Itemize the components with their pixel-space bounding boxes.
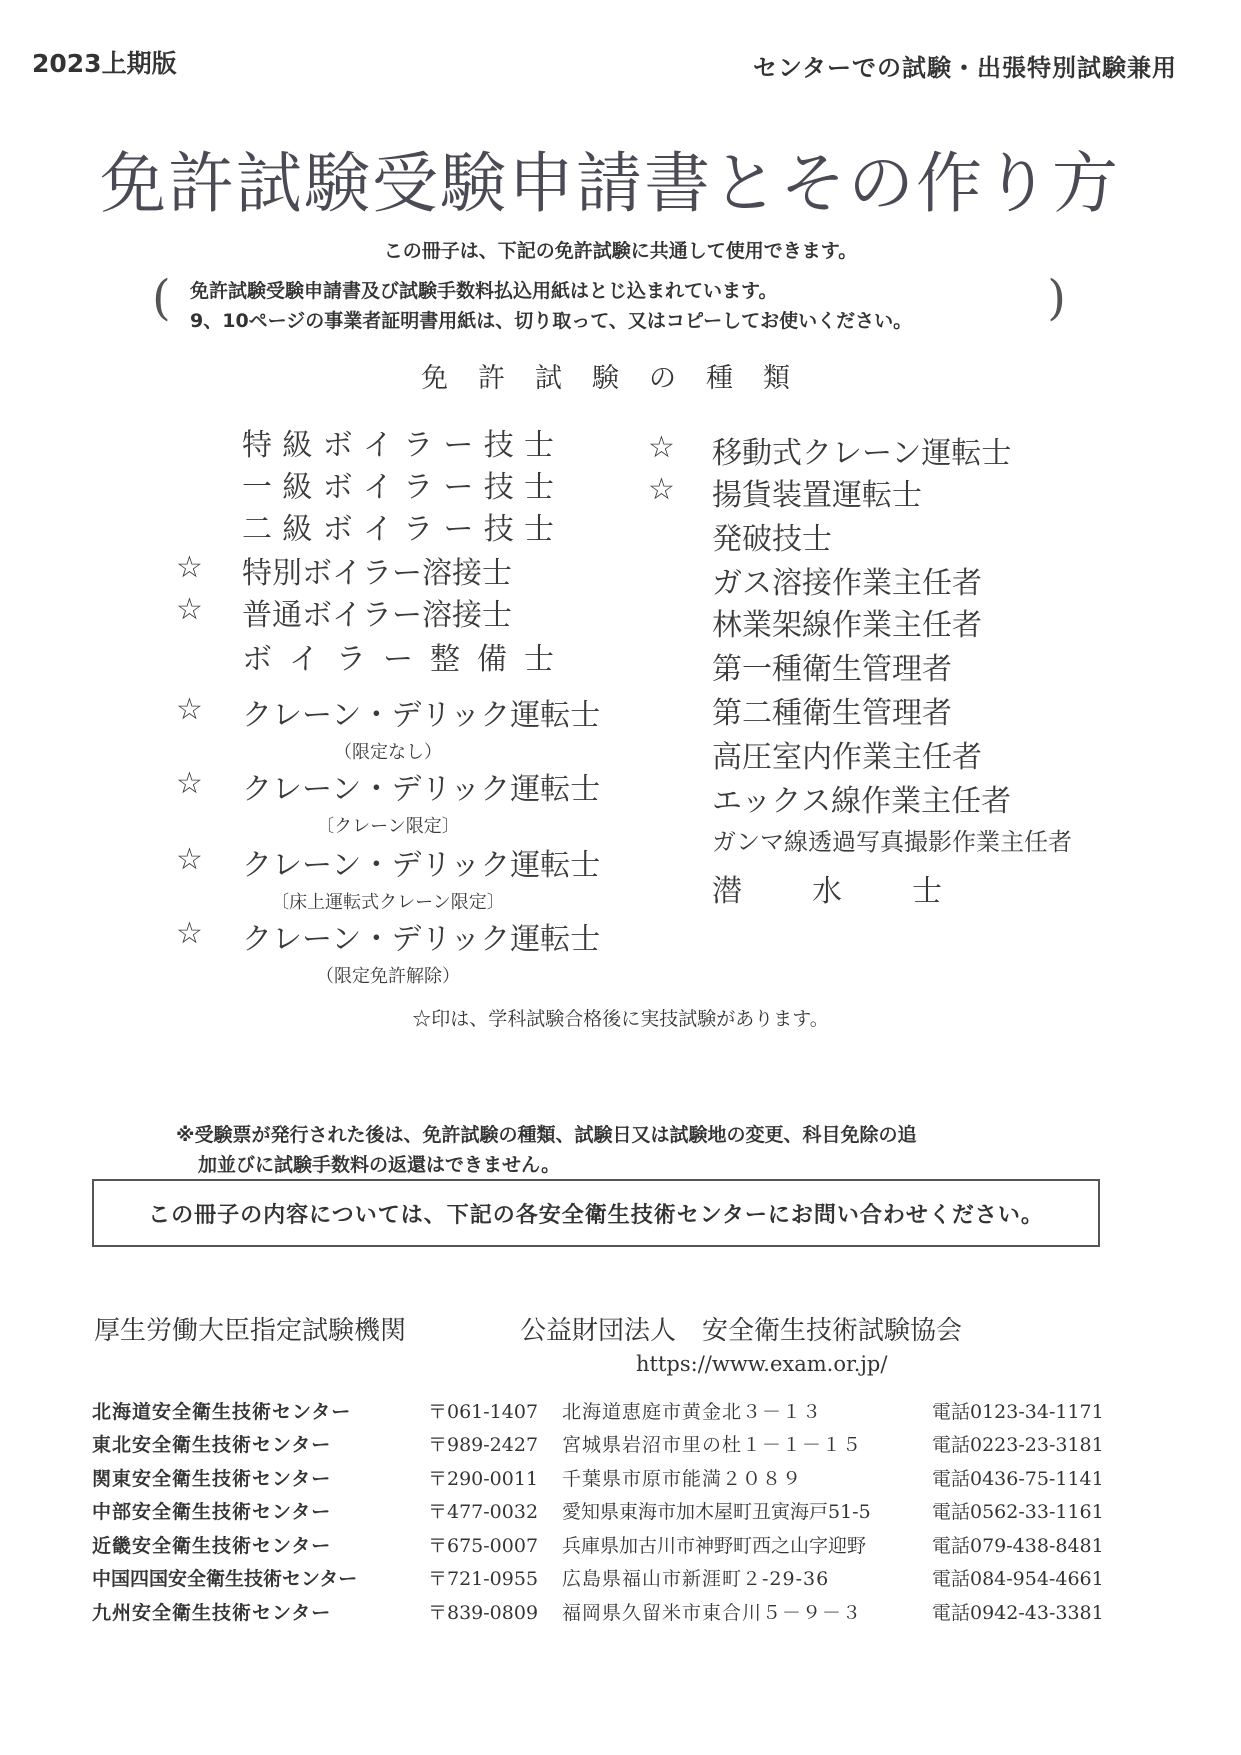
exam-item-left-7 — [242, 764, 601, 838]
exam-name-char: イ — [289, 642, 319, 677]
center-address: 宮城県岩沼市里の杜１－１－１５ — [562, 1434, 863, 1456]
edition-label: 2023上期版 — [32, 49, 177, 78]
star-mark: ☆ — [176, 916, 203, 951]
star-mark: ☆ — [176, 766, 203, 801]
center-zip: 〒989-2427 — [428, 1434, 539, 1456]
exam-name: 第一種衛生管理者 — [712, 652, 952, 687]
exam-name-char: ボ — [322, 512, 353, 547]
warning-line-1: ※受験票が発行された後は、免許試験の種類、試験日又は試験地の変更、科目免除の追 — [176, 1124, 917, 1146]
exam-sub-label: （限定なし） — [334, 742, 442, 763]
star-mark: ☆ — [176, 692, 203, 727]
exam-name: 移動式クレーン運転士 — [712, 436, 1012, 471]
star-mark: ☆ — [176, 842, 203, 877]
contact-notice-box: この冊子の内容については、下記の各安全衛生技術センターにお問い合わせください。 — [92, 1179, 1100, 1247]
right-paren-icon: ) — [1047, 270, 1066, 326]
exam-name-char: ー — [443, 470, 474, 505]
exam-item-right-9 — [712, 822, 1072, 857]
exam-name-char: 技 — [483, 470, 514, 505]
exam-name-char: 特 — [242, 428, 272, 463]
exam-name-char: ラ — [403, 470, 434, 505]
center-address: 千葉県市原市能満２０８９ — [562, 1467, 803, 1490]
exam-item-left-1 — [242, 462, 554, 506]
exam-item-right-4 — [712, 600, 982, 644]
exam-name-char: 備 — [477, 642, 507, 677]
center-zip: 〒721-0955 — [428, 1568, 539, 1590]
exam-sub-label: （限定免許解除） — [316, 966, 460, 987]
center-name: 中部安全衛生技術センター — [92, 1501, 332, 1523]
exam-item-right-3 — [712, 558, 982, 602]
organization-name: 公益財団法人 安全衛生技術試験協会 — [520, 1316, 963, 1346]
subtitle: この冊子は、下記の免許試験に共通して使用できます。 — [383, 240, 858, 262]
center-name: 関東安全衛生技術センター — [92, 1467, 332, 1490]
exam-item-right-7 — [712, 732, 982, 776]
exam-name-char: 士 — [523, 428, 554, 463]
exam-name-char: ー — [383, 642, 413, 677]
exam-name-char: 一 — [242, 470, 272, 505]
exam-item-right-5 — [712, 644, 952, 688]
center-list — [92, 1390, 1152, 1625]
center-zip: 〒290-0011 — [428, 1467, 539, 1490]
center-address: 愛知県東海市加木屋町丑寅海戸51-5 — [562, 1501, 871, 1523]
exam-name — [242, 690, 601, 734]
exam-name-char: ボ — [242, 642, 272, 677]
center-address: 福岡県久留米市東合川５－９－３ — [562, 1601, 863, 1624]
star-mark: ☆ — [648, 472, 675, 507]
exam-name-char: イ — [362, 470, 393, 505]
page-title: 免許試験受験申請書とその作り方 — [100, 145, 1120, 222]
center-phone: 電話079-438-8481 — [932, 1534, 1104, 1557]
warning-line-2: 加並びに試験手数料の返還はできません。 — [198, 1154, 561, 1176]
center-phone: 電話0942-43-3381 — [932, 1601, 1104, 1624]
center-phone: 電話0123-34-1171 — [932, 1400, 1104, 1423]
center-phone: 電話0223-23-3181 — [932, 1434, 1104, 1456]
center-phone: 電話0436-75-1141 — [932, 1467, 1104, 1490]
exam-name: 発破技士 — [712, 522, 832, 557]
exam-name — [242, 548, 554, 592]
exam-name — [242, 462, 554, 506]
center-zip: 〒675-0007 — [428, 1534, 539, 1557]
exam-name: 林業架線作業主任者 — [712, 608, 982, 643]
left-paren-icon: ( — [152, 270, 171, 326]
exam-name — [242, 914, 601, 958]
exam-sub-label: 〔クレーン限定〕 — [316, 816, 460, 837]
exam-item-right-1 — [712, 470, 922, 514]
exam-item-left-0 — [242, 420, 554, 464]
center-phone: 電話084-954-4661 — [932, 1568, 1104, 1590]
exam-name-char: ラ — [336, 642, 366, 677]
exam-name-char: 技 — [483, 512, 514, 547]
exam-item-right-6 — [712, 688, 952, 732]
star-mark: ☆ — [648, 430, 675, 465]
exam-item-left-4 — [242, 590, 554, 634]
exam-name-char: 士 — [524, 642, 554, 677]
exam-name: ガス溶接作業主任者 — [712, 566, 982, 601]
center-name: 近畿安全衛生技術センター — [92, 1534, 332, 1557]
center-row — [92, 1390, 1152, 1424]
center-zip: 〒061-1407 — [428, 1400, 539, 1423]
exam-name: 第二種衛生管理者 — [712, 696, 952, 731]
exam-name-char: 士 — [523, 470, 554, 505]
exam-name — [242, 420, 554, 464]
exam-name-char: 整 — [430, 642, 460, 677]
center-row — [92, 1524, 1152, 1558]
exam-item-left-5 — [242, 634, 554, 678]
center-name: 九州安全衛生技術センター — [92, 1601, 332, 1624]
exam-name-char: ラ — [403, 512, 434, 547]
enclosure-note — [152, 270, 1066, 336]
center-address: 兵庫県加古川市神野町西之山字迎野 — [562, 1534, 867, 1557]
exam-name-char: イ — [362, 512, 393, 547]
exam-name-char: 級 — [282, 512, 313, 547]
exam-name-char: ボ — [322, 470, 353, 505]
exam-item-left-6 — [242, 690, 601, 764]
star-mark: ☆ — [176, 592, 203, 627]
star-mark: ☆ — [176, 550, 203, 585]
exam-name-text: クレーン・デリック運転士 — [242, 922, 601, 957]
center-zip: 〒477-0032 — [428, 1501, 539, 1523]
exam-name: 潜水士 — [712, 874, 1012, 909]
designation-label: 厚生労働大臣指定試験機関 — [94, 1316, 407, 1346]
exam-name-char: 二 — [242, 512, 272, 547]
exam-item-left-8 — [242, 840, 601, 914]
exam-name-text: クレーン・デリック運転士 — [242, 772, 601, 807]
exam-item-right-8 — [712, 776, 1011, 820]
center-phone: 電話0562-33-1161 — [932, 1501, 1104, 1523]
exam-name: エックス線作業主任者 — [712, 784, 1012, 819]
center-address: 広島県福山市新涯町２-29-36 — [562, 1568, 830, 1590]
usage-label: センターでの試験・出張特別試験兼用 — [752, 54, 1177, 82]
exam-item-left-3 — [242, 548, 554, 592]
exam-name-char: ー — [443, 428, 474, 463]
exam-item-right-10 — [712, 866, 1012, 910]
exam-sub-label: 〔床上運転式クレーン限定〕 — [271, 892, 505, 913]
exam-name — [242, 840, 601, 884]
exam-item-right-0 — [712, 428, 1011, 472]
exam-name-text: 普通ボイラー溶接士 — [242, 598, 512, 633]
center-row — [92, 1591, 1152, 1625]
exam-name-char: イ — [362, 428, 393, 463]
center-zip: 〒839-0809 — [428, 1601, 539, 1624]
exam-name — [242, 504, 554, 548]
center-row — [92, 1491, 1152, 1525]
exam-name: ガンマ線透過写真撮影作業主任者 — [712, 828, 1072, 856]
exam-name: 揚貨装置運転士 — [712, 478, 922, 513]
exam-item-right-2 — [712, 514, 832, 558]
center-address: 北海道恵庭市黄金北３－１３ — [562, 1400, 823, 1423]
center-name: 中国四国安全衛生技術センター — [92, 1568, 358, 1590]
organization-url[interactable]: https://www.exam.or.jp/ — [636, 1352, 888, 1376]
refund-warning — [176, 1120, 1056, 1180]
exam-item-left-9 — [242, 914, 601, 988]
note-line-1: 免許試験受験申請書及び試験手数料払込用紙はとじ込まれています。 — [190, 280, 778, 302]
note-line-2: 9、10ページの事業者証明書用紙は、切り取って、又はコピーしてお使いください。 — [190, 310, 913, 332]
exam-name-char: ボ — [322, 428, 353, 463]
exam-name-char: 士 — [523, 512, 554, 547]
center-name: 北海道安全衛生技術センター — [92, 1400, 352, 1423]
practical-exam-note: ☆印は、学科試験合格後に実技試験があります。 — [412, 1008, 829, 1030]
section-heading: 免許試験の種類 — [421, 363, 820, 394]
exam-name-text: 特別ボイラー溶接士 — [242, 556, 512, 591]
center-row — [92, 1457, 1152, 1491]
center-row — [92, 1424, 1152, 1458]
exam-name — [242, 590, 554, 634]
center-row — [92, 1558, 1152, 1592]
exam-name-char: 級 — [282, 470, 313, 505]
exam-name — [242, 634, 554, 678]
exam-name-text: クレーン・デリック運転士 — [242, 848, 601, 883]
exam-name-char: 技 — [483, 428, 514, 463]
exam-name-text: クレーン・デリック運転士 — [242, 698, 601, 733]
exam-name-char: 級 — [282, 428, 313, 463]
exam-name-char: ラ — [403, 428, 434, 463]
exam-name: 高圧室内作業主任者 — [712, 740, 982, 775]
center-name: 東北安全衛生技術センター — [92, 1434, 332, 1456]
exam-name-char: ー — [443, 512, 474, 547]
exam-name — [242, 764, 601, 808]
exam-item-left-2 — [242, 504, 554, 548]
